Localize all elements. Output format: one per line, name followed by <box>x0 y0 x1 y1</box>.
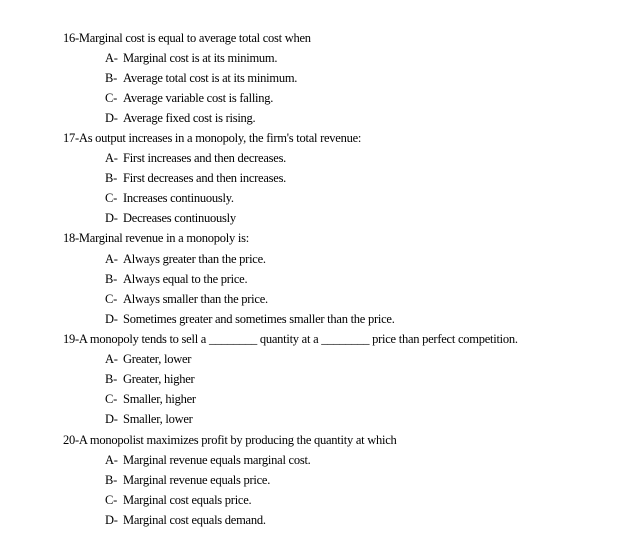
option-text: Marginal cost is at its minimum. <box>123 51 278 65</box>
option-letter: D- <box>105 412 118 426</box>
option-letter: A- <box>105 352 118 366</box>
question-16-option-a <box>105 50 277 66</box>
option-text: Increases continuously. <box>123 191 234 205</box>
question-19-option-b <box>105 371 194 387</box>
option-text: Marginal revenue equals marginal cost. <box>123 453 311 467</box>
question-16-text: 16-Marginal cost is equal to average total cost when <box>63 31 311 45</box>
option-text: Marginal cost equals demand. <box>123 513 266 527</box>
option-letter: A- <box>105 453 118 467</box>
option-letter: B- <box>105 171 117 185</box>
question-17-option-b <box>105 170 286 186</box>
question-20-option-d <box>105 512 266 528</box>
option-text: Sometimes greater and sometimes smaller than the price. <box>123 312 395 326</box>
option-letter: B- <box>105 71 117 85</box>
question-18-option-a <box>105 251 266 267</box>
question-19-option-d <box>105 411 193 427</box>
question-17-option-c <box>105 190 234 206</box>
question-17-text: 17-As output increases in a monopoly, the firm's total revenue: <box>63 131 362 145</box>
option-text: Always greater than the price. <box>123 252 266 266</box>
question-16-option-d <box>105 110 255 126</box>
option-text: Always smaller than the price. <box>123 292 268 306</box>
question-17-option-d <box>105 210 236 226</box>
question-20-text: 20-A monopolist maximizes profit by producing the quantity at which <box>63 433 397 447</box>
option-letter: D- <box>105 513 118 527</box>
question-19-option-a <box>105 351 191 367</box>
option-text: Smaller, lower <box>123 412 193 426</box>
option-text: Decreases continuously <box>123 211 236 225</box>
question-20-option-c <box>105 492 251 508</box>
option-text: Greater, higher <box>123 372 195 386</box>
option-letter: D- <box>105 211 118 225</box>
question-18-option-c <box>105 291 268 307</box>
option-letter: A- <box>105 51 118 65</box>
option-text: Average variable cost is falling. <box>123 91 274 105</box>
option-text: Always equal to the price. <box>123 272 248 286</box>
option-letter: D- <box>105 312 118 326</box>
question-17-option-a <box>105 150 286 166</box>
option-letter: C- <box>105 392 117 406</box>
option-letter: D- <box>105 111 118 125</box>
question-16-option-c <box>105 90 273 106</box>
option-letter: A- <box>105 252 118 266</box>
question-18-option-b <box>105 271 247 287</box>
question-19-text: 19-A monopoly tends to sell a ________ quantity at a ________ price than perfect competition. <box>63 332 518 346</box>
option-text: Smaller, higher <box>123 392 196 406</box>
option-letter: B- <box>105 473 117 487</box>
question-18-option-d <box>105 311 395 327</box>
option-text: Average fixed cost is rising. <box>123 111 256 125</box>
option-text: Marginal cost equals price. <box>123 493 252 507</box>
option-letter: C- <box>105 292 117 306</box>
question-18-text: 18-Marginal revenue in a monopoly is: <box>63 231 249 245</box>
question-19-option-c <box>105 391 196 407</box>
question-20-option-a <box>105 452 311 468</box>
option-letter: B- <box>105 272 117 286</box>
option-letter: A- <box>105 151 118 165</box>
option-text: First increases and then decreases. <box>123 151 287 165</box>
question-16-option-b <box>105 70 297 86</box>
option-text: Marginal revenue equals price. <box>123 473 271 487</box>
option-text: Average total cost is at its minimum. <box>123 71 298 85</box>
option-letter: C- <box>105 91 117 105</box>
option-text: Greater, lower <box>123 352 192 366</box>
option-text: First decreases and then increases. <box>123 171 287 185</box>
question-20-option-b <box>105 472 270 488</box>
option-letter: C- <box>105 191 117 205</box>
option-letter: B- <box>105 372 117 386</box>
option-letter: C- <box>105 493 117 507</box>
